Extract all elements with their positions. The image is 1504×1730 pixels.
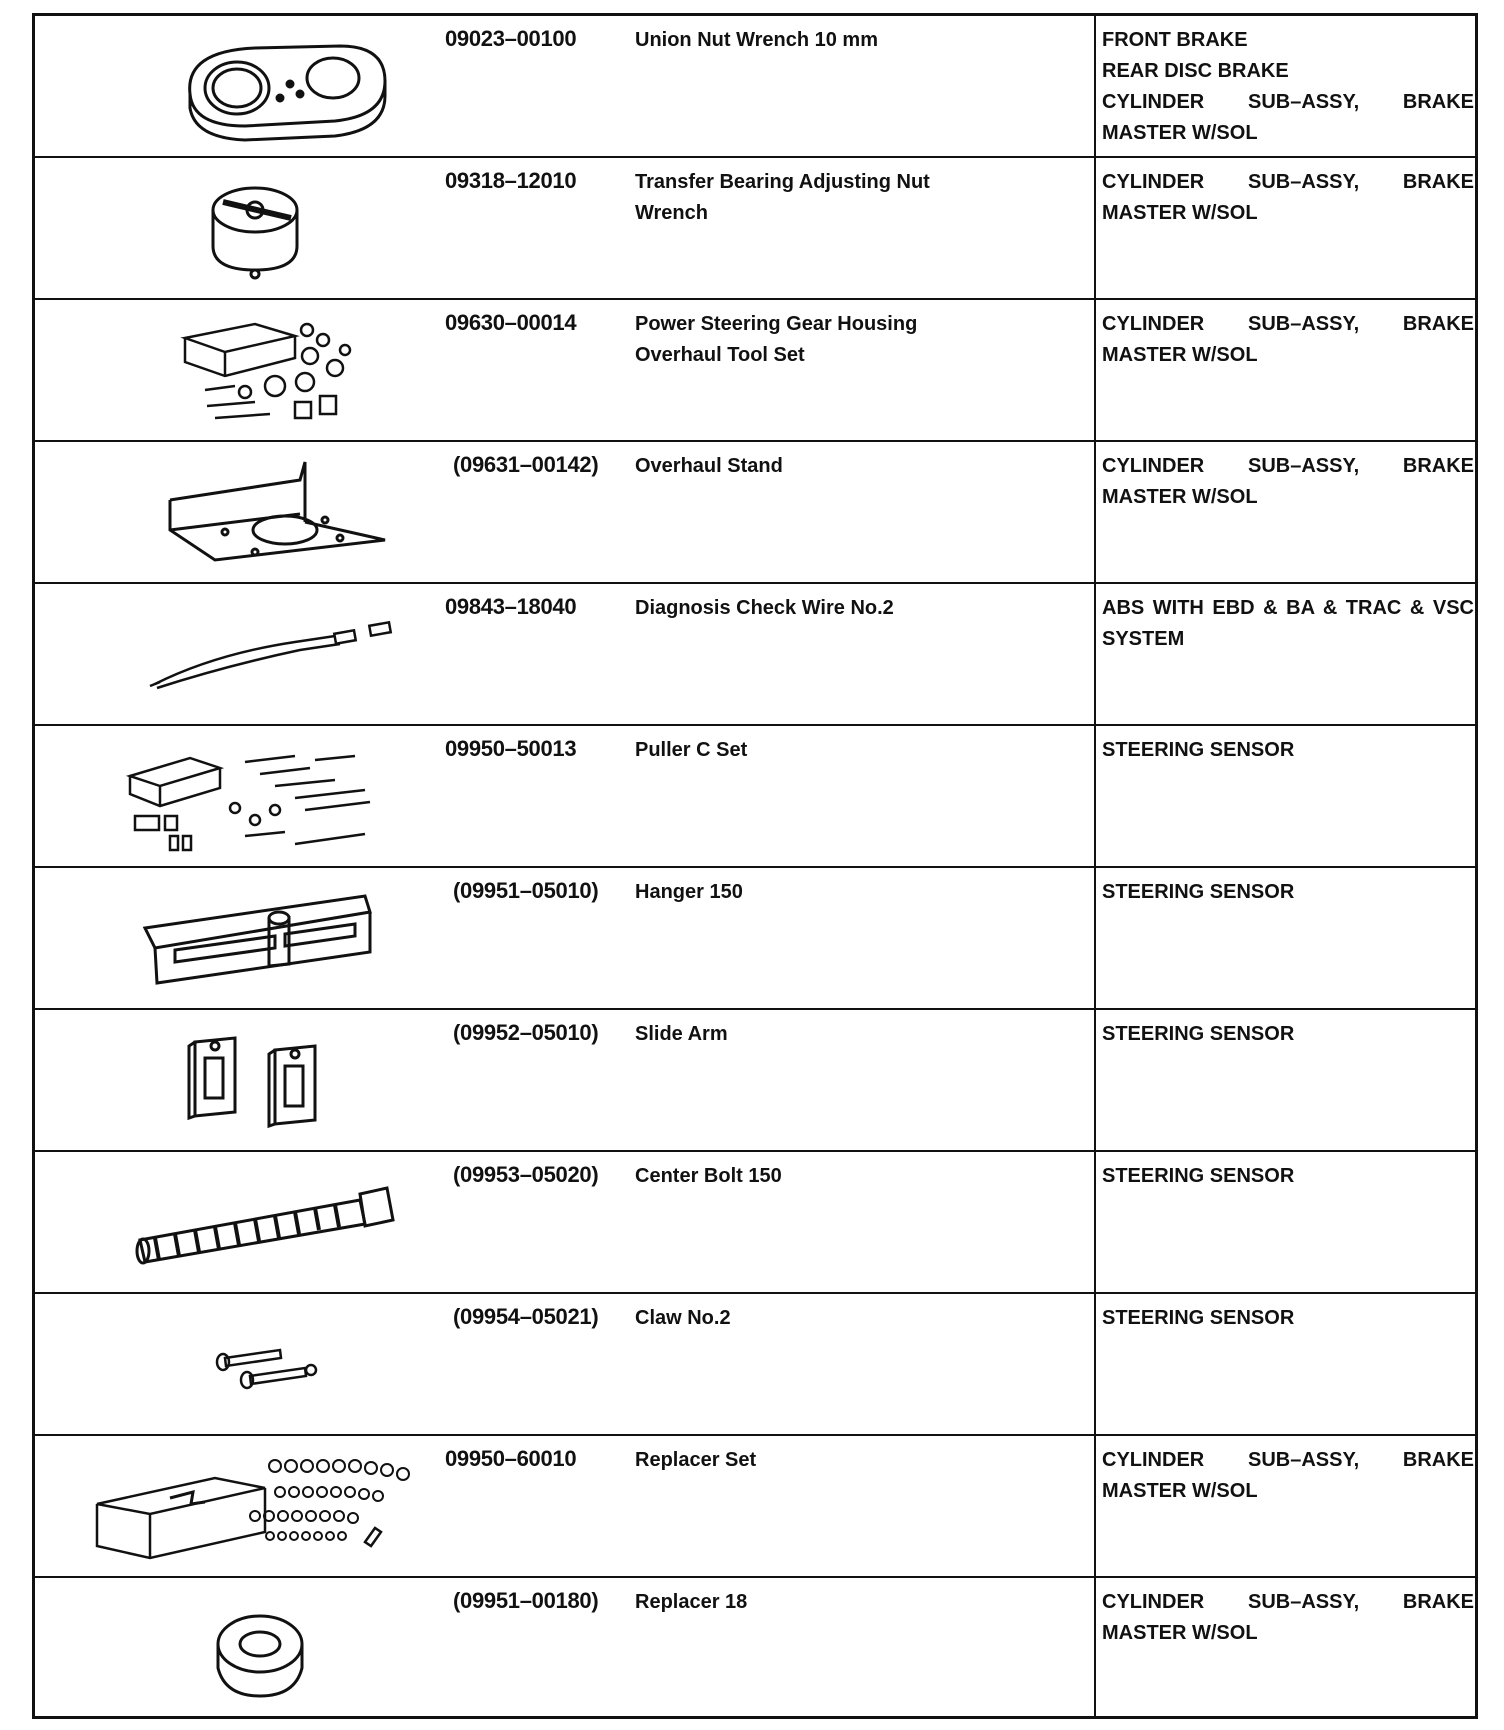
tool-usage: CYLINDER SUB–ASSY, BRAKE MASTER W/SOL [1102,455,1474,508]
tool-usage: STEERING SENSOR [1102,881,1295,903]
tool-usage: CYLINDER SUB–ASSY, BRAKE MASTER W/SOL [1102,1591,1474,1644]
tool-usage: STEERING SENSOR [1102,1307,1295,1329]
table-row [35,1578,1475,1720]
part-number: 09950–60010 [445,1446,577,1471]
tool-usage: CYLINDER SUB–ASSY, BRAKE MASTER W/SOL [1102,1449,1474,1502]
tool-name: Claw No.2 [635,1307,731,1329]
sst-table [32,13,1478,1719]
replacer-icon [95,1588,425,1710]
center-bolt-icon [95,1162,425,1284]
table-row [35,300,1475,442]
tool-usage: STEERING SENSOR [1102,1023,1295,1045]
tool-name: Replacer 18 [635,1591,748,1613]
table-row [35,1294,1475,1436]
table-row [35,442,1475,584]
part-number: 09630–00014 [445,310,577,335]
tool-usage: ABS WITH EBD & BA & TRAC & VSC SYSTEM [1102,597,1474,650]
tool-name: Union Nut Wrench 10 mm [635,29,878,51]
part-number: (09631–00142) [453,452,599,477]
tool-usage: STEERING SENSOR [1102,739,1295,761]
part-number: (09951–00180) [453,1588,599,1613]
part-number: 09950–50013 [445,736,577,761]
tool-name: Overhaul Stand [635,455,783,477]
tool-usage: FRONT BRAKE REAR DISC BRAKE CYLINDER SUB–ASSY, BRAKE MASTER W/SOL [1102,29,1474,144]
table-row [35,868,1475,1010]
tool-name: Slide Arm [635,1023,728,1045]
tool-name: Hanger 150 [635,881,743,903]
puller-set-icon [95,736,425,858]
tool-set-icon [95,310,425,432]
tool-usage: CYLINDER SUB–ASSY, BRAKE MASTER W/SOL [1102,313,1474,366]
table-row [35,584,1475,726]
table-row [35,158,1475,300]
replacer-set-icon [95,1446,425,1568]
union-nut-wrench-icon [95,26,425,148]
tool-name: Replacer Set [635,1449,757,1471]
tool-name: Power Steering Gear Housing Overhaul Tool Set [635,313,918,366]
table-row [35,1152,1475,1294]
table-row [35,1436,1475,1578]
part-number: 09318–12010 [445,168,577,193]
part-number: (09951–05010) [453,878,599,903]
tool-name: Transfer Bearing Adjusting Nut Wrench [635,171,930,224]
part-number: 09843–18040 [445,594,577,619]
slide-arm-icon [95,1020,425,1142]
part-number: (09953–05020) [453,1162,599,1187]
part-number: (09952–05010) [453,1020,599,1045]
table-row [35,1010,1475,1152]
part-number: 09023–00100 [445,26,577,51]
tool-usage: STEERING SENSOR [1102,1165,1295,1187]
claw-icon [95,1304,425,1426]
hanger-icon [95,878,425,1000]
table-row [35,726,1475,868]
part-number: (09954–05021) [453,1304,599,1329]
overhaul-stand-icon [95,452,425,574]
tool-name: Puller C Set [635,739,748,761]
tool-usage: CYLINDER SUB–ASSY, BRAKE MASTER W/SOL [1102,171,1474,224]
nut-wrench-icon [95,168,425,290]
table-row [35,16,1475,158]
check-wire-icon [95,594,425,716]
tool-name: Diagnosis Check Wire No.2 [635,597,894,619]
tool-name: Center Bolt 150 [635,1165,782,1187]
